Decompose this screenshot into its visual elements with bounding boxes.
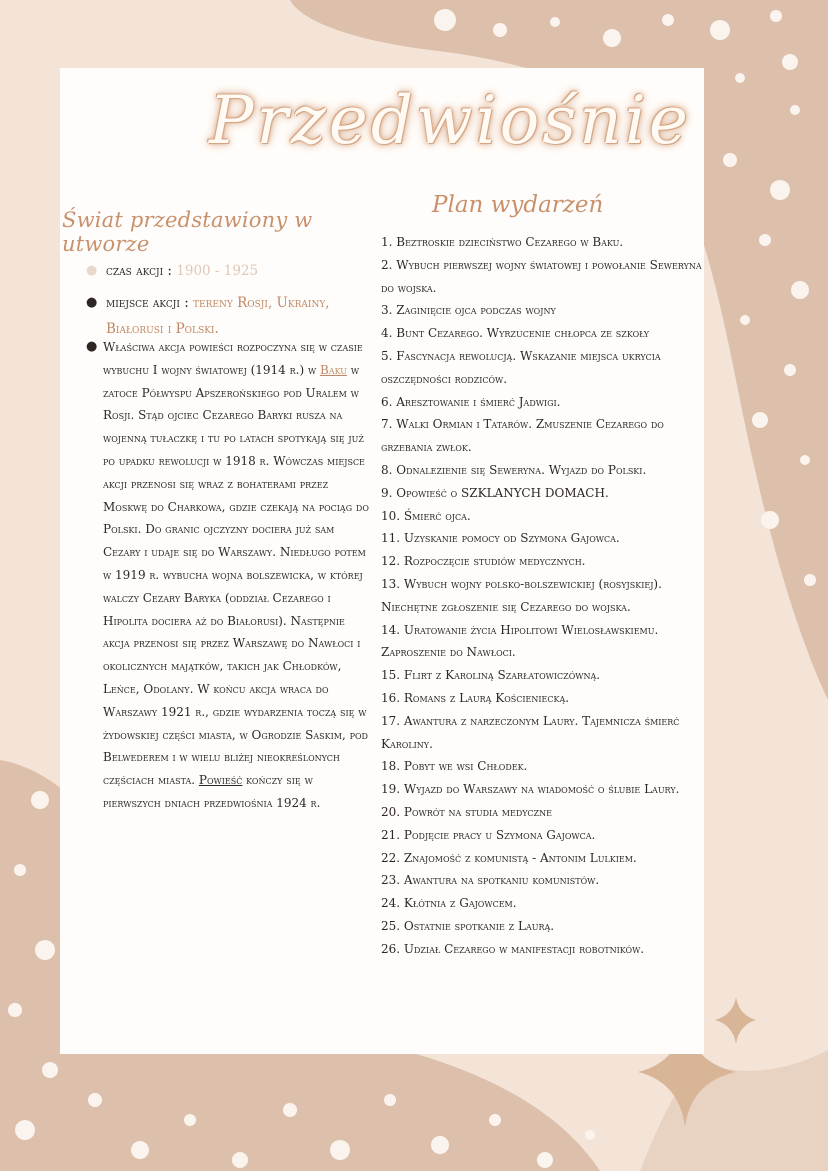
list-item: 15. Flirt z Karoliną Szarłatowiczówną. xyxy=(381,668,601,683)
page-title: Przedwiośnie xyxy=(209,82,691,159)
list-item: 4. Bunt Cezarego. Wyrzucenie chłopca ze szkoły xyxy=(381,326,649,341)
list-item: 21. Podjęcie pracy u Szymona Gajowca. xyxy=(381,827,596,842)
baku-link[interactable]: Baku xyxy=(320,362,348,377)
list-item: 26. Udział Cezarego w manifestacji robotników. xyxy=(381,941,645,956)
list-item: 22. Znajomość z komunistą - Antonim Lulkiem. xyxy=(381,850,637,865)
time-value: 1900 - 1925 xyxy=(176,263,259,279)
world-heading: Świat przedstawiony w utworze xyxy=(62,208,313,256)
list-item: 16. Romans z Laurą Kościeniecką. xyxy=(381,690,570,705)
list-item: 13. Wybuch wojny polsko-bolszewickiej (rosyjskiej). Niechętne zgłoszenie się Cezarego do wojska. xyxy=(381,576,662,614)
time-row: ● czas akcji : 1900 - 1925 xyxy=(86,258,376,284)
list-item: 14. Uratowanie życia Hipolitowi Wielosławskiemu. Zaproszenie do Nawłoci. xyxy=(381,622,659,660)
bullet-icon: ● xyxy=(86,339,98,354)
place-row: ● miejsce akcji : tereny Rosji, Ukrainy, Białorusi i Polski. xyxy=(86,290,376,342)
list-item: 18. Pobyt we wsi Chłodek. xyxy=(381,759,528,774)
list-item: 24. Kłótnia z Gajowcem. xyxy=(381,896,517,911)
plan-heading: Plan wydarzeń xyxy=(432,192,604,218)
powiesc-underlined: Powieść xyxy=(198,773,243,788)
bullet-icon: ● xyxy=(86,295,98,310)
list-item: 7. Walki Ormian i Tatarów. Zmuszenie Cezarego do grzebania zwłok. xyxy=(381,417,664,455)
list-item: 3. Zaginięcie ojca podczas wojny xyxy=(381,303,556,318)
list-item: 23. Awantura na spotkaniu komunistów. xyxy=(381,873,600,888)
setting-description: ● Właściwa akcja powieści rozpoczyna się w czasie wybuchu I wojny światowej (1914 r.) w Baku w zatoce Półwyspu Apszerońskiego pod Uralem w Rosji. Stąd ojciec Cezarego Baryki rusza na wojenną tułaczkę i tu po latach spotykają się już po upadku rewolucji w 1918 r. Wówczas miejsce akcji przenosi się wraz z bohaterami przez Moskwę do Charkowa, gdzie czekają na pociąg do Polski. Do granic ojczyzny dociera już sam Cezary i udaje się do Warszawy. Niedługo potem w 1919 r. wybucha wojna bolszewicka, w której walczy Cezary Baryka (oddział Cezarego i Hipolita dociera aż do Białorusi). Następnie akcja przenosi się przez Warszawę do Nawłoci i okolicznych majątków, takich jak Chłodków, Leńce, Odolany. W końcu akcja wraca do Warszawy 1921 r., gdzie wydarzenia toczą się w żydowskiej części miasta, w Ogrodzie Saskim, pod Belwederem i w wielu bliżej nieokreślonych częściach miasta. Powieść kończy się w pierwszych dniach przedwiośnia 1924 r. xyxy=(86,336,371,815)
list-item: 12. Rozpoczęcie studiów medycznych. xyxy=(381,554,586,569)
place-label: miejsce akcji xyxy=(106,295,180,311)
list-item: 6. Aresztowanie i śmierć Jadwigi. xyxy=(381,394,561,409)
list-item: 9. Opowieść o SZKLANYCH DOMACH. xyxy=(381,485,609,500)
list-item: 11. Uzyskanie pomocy od Szymona Gajowca. xyxy=(381,531,620,546)
list-item: 10. Śmierć ojca. xyxy=(381,508,471,523)
list-item: 2. Wybuch pierwszej wojny światowej i powołanie Seweryna do wojska. xyxy=(381,257,702,295)
list-item: 17. Awantura z narzeczonym Laury. Tajemnicza śmierć Karoliny. xyxy=(381,713,680,751)
events-list xyxy=(381,231,711,961)
list-item: 19. Wyjazd do Warszawy na wiadomość o ślubie Laury. xyxy=(381,782,680,797)
setting-info xyxy=(86,258,376,348)
sparkle-bottom-small xyxy=(715,997,756,1044)
time-label: czas akcji xyxy=(106,263,164,279)
list-item: 20. Powrót na studia medyczne xyxy=(381,804,552,819)
place-value: tereny Rosji, Ukrainy, Białorusi i Polski. xyxy=(106,295,330,337)
list-item: 5. Fascynacja rewolucją. Wskazanie miejsca ukrycia oszczędności rodziców. xyxy=(381,348,661,386)
bullet-icon: ● xyxy=(86,263,98,278)
list-item: 8. Odnalezienie się Seweryna. Wyjazd do Polski. xyxy=(381,462,647,477)
list-item: 1. Beztroskie dzieciństwo Cezarego w Baku. xyxy=(381,235,624,249)
list-item: 25. Ostatnie spotkanie z Laurą. xyxy=(381,918,555,933)
